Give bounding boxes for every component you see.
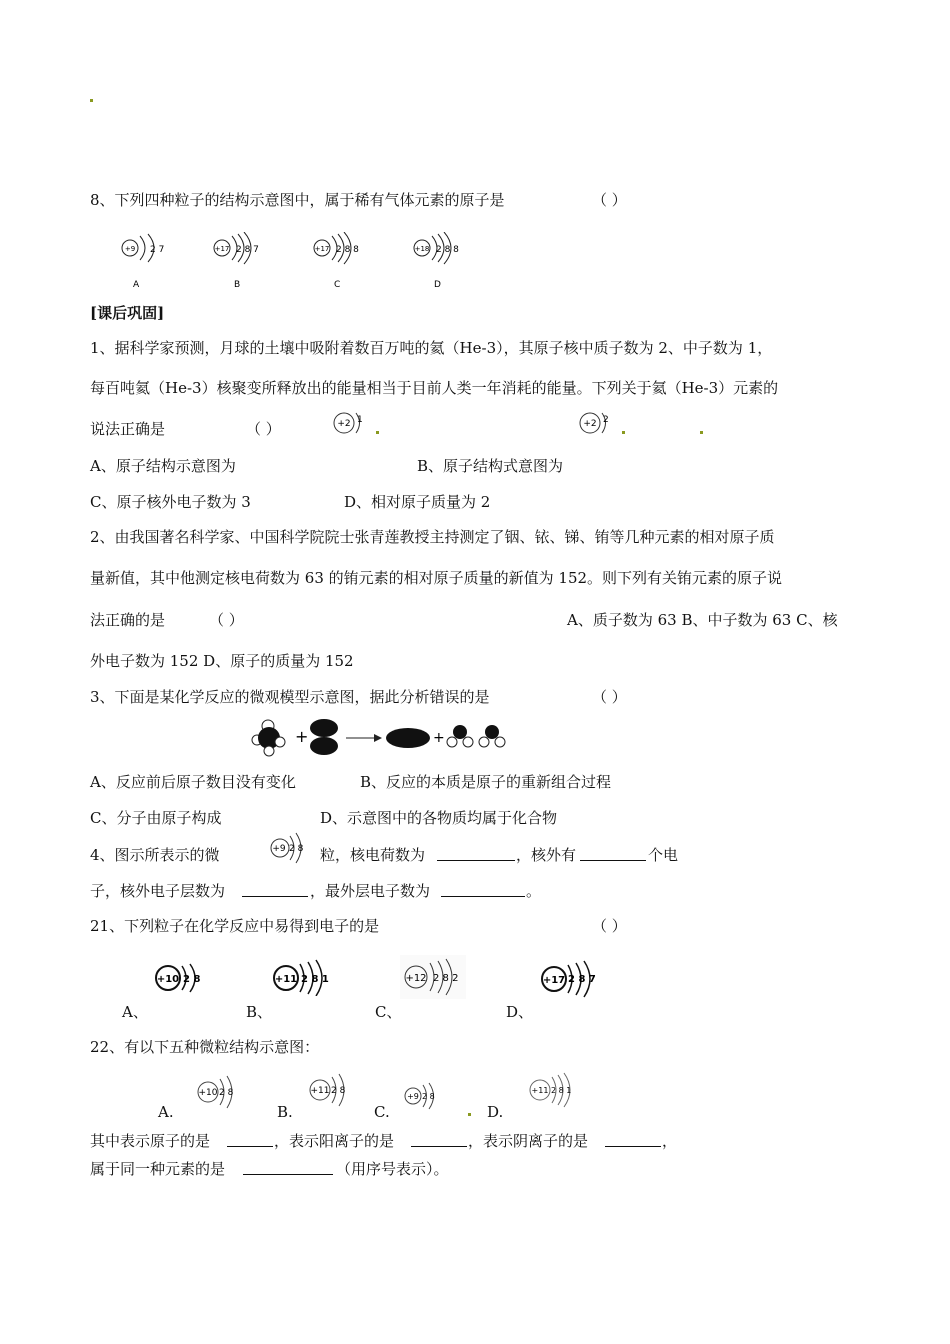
svg-text:2 8: 2 8 (289, 844, 304, 854)
q2-line3: 法正确的是 (90, 611, 166, 629)
svg-text:2 8: 2 8 (219, 1088, 234, 1098)
q22-question: 22、有以下五种微粒结构示意图： (90, 1038, 320, 1056)
stray-dot (622, 431, 625, 434)
q4-part3: ，核外有 (516, 846, 577, 864)
atom-diagram-q21-b (270, 958, 336, 1000)
atom-diagram-q21-a (152, 960, 212, 1000)
svg-text:2 8 1: 2 8 1 (551, 1086, 572, 1095)
svg-text:2 8: 2 8 (422, 1092, 435, 1101)
q4-blank-layers[interactable] (242, 882, 308, 897)
q1-line1: 1、据科学家预测，月球的土壤中吸附着数百万吨的氦（He-3），其原子核中质子数为 2、中子数为 1， (90, 339, 773, 357)
q21-label-a: A、 (122, 1003, 148, 1021)
q22-line1d: ， (662, 1132, 678, 1150)
svg-text:+11: +11 (310, 1086, 330, 1096)
atom-diagram-a (118, 232, 178, 296)
atom-diagram-q21-d (538, 960, 604, 1002)
q3-question: 3、下面是某化学反应的微观模型示意图，据此分析错误的是 (90, 688, 490, 706)
q21-label-d: D、 (506, 1003, 534, 1021)
q4-part2: 粒，核电荷数为 (320, 846, 426, 864)
svg-text:+2: +2 (583, 419, 597, 429)
svg-text:1: 1 (357, 415, 363, 425)
q21-label-c: C、 (375, 1003, 402, 1021)
q22-line1b: ，表示阳离子的是 (274, 1132, 395, 1150)
stray-dot (468, 1113, 471, 1116)
reaction-diagram (250, 714, 520, 762)
svg-text:+11: +11 (531, 1086, 549, 1095)
q22-blank-anions[interactable] (605, 1132, 661, 1147)
atom-diagram-he-1 (332, 410, 368, 440)
svg-text:+9: +9 (407, 1092, 419, 1101)
svg-text:C: C (334, 280, 341, 290)
section-title: [课后巩固] (90, 304, 165, 322)
svg-text:2 8 2: 2 8 2 (433, 973, 459, 984)
q4-blank-electrons[interactable] (580, 846, 646, 861)
svg-text:B: B (234, 280, 241, 290)
q2-line1: 2、由我国著名科学家、中国科学院院士张青莲教授主持测定了铟、铱、锑、铕等几种元素的相对原子质 (90, 528, 775, 546)
svg-text:2 8 1: 2 8 1 (301, 974, 329, 985)
atom-diagram-q22-a (194, 1072, 242, 1116)
q22-line1c: ，表示阴离子的是 (468, 1132, 589, 1150)
q2-line2: 量新值，其中他测定核电荷数为 63 的铕元素的相对原子质量的新值为 152。则下列有关铕元素的原子说 (90, 569, 783, 587)
q3-option-b: B、反应的本质是原子的重新组合过程 (360, 773, 612, 791)
atom-diagram-c (310, 232, 370, 296)
svg-text:2 8: 2 8 (183, 974, 201, 985)
q4-blank-charge[interactable] (437, 846, 515, 861)
stray-dot (90, 99, 93, 102)
svg-text:+10: +10 (156, 974, 180, 985)
svg-text:2 8 7: 2 8 7 (568, 974, 596, 985)
q2-answer-paren: （ ） (209, 611, 244, 629)
atom-diagram-q22-d (526, 1072, 574, 1116)
q1-option-a: A、原子结构示意图为 (90, 457, 236, 475)
q1-option-c: C、原子核外电子数为 3 (90, 493, 251, 511)
svg-text:2 8 8: 2 8 8 (436, 245, 459, 255)
stray-dot (376, 431, 379, 434)
q22-blank-cations[interactable] (411, 1132, 467, 1147)
svg-text:2 7: 2 7 (150, 245, 165, 255)
q1-line2: 每百吨氦（He-3）核聚变所释放出的能量相当于目前人类一年消耗的能量。下列关于氦（He-3）元素的 (90, 379, 779, 397)
svg-text:+9: +9 (272, 844, 286, 854)
stray-dot (700, 431, 703, 434)
q3-answer-paren: （ ） (592, 688, 627, 706)
q22-blank-atoms[interactable] (227, 1132, 273, 1147)
q3-option-d: D、示意图中的各物质均属于化合物 (320, 809, 558, 827)
q1-answer-paren: （ ） (246, 420, 281, 438)
q1-option-b: B、原子结构式意图为 (417, 457, 564, 475)
q4-line2a: 子，核外电子层数为 (90, 882, 226, 900)
atom-diagram-q22-c (402, 1080, 442, 1116)
atom-diagram-q21-c (400, 955, 466, 1003)
svg-text:D: D (434, 280, 441, 290)
atom-diagram-d (410, 232, 470, 296)
q22-label-b: B. (277, 1103, 293, 1121)
svg-text:+9: +9 (124, 245, 136, 253)
q22-line2b: （用序号表示）。 (336, 1160, 449, 1178)
svg-text:A: A (133, 280, 140, 290)
svg-text:2 8: 2 8 (331, 1086, 346, 1096)
q8-answer-paren: （ ） (592, 191, 627, 209)
q1-line3: 说法正确是 (90, 420, 166, 438)
q22-line2a: 属于同一种元素的是 (90, 1160, 226, 1178)
svg-text:+18: +18 (414, 245, 430, 253)
atom-diagram-he-2 (578, 410, 614, 440)
q4-line2b: ，最外层电子数为 (310, 882, 431, 900)
q4-part1: 4、图示所表示的微 (90, 846, 220, 864)
svg-text:+2: +2 (337, 419, 351, 429)
q22-label-d: D. (487, 1103, 504, 1121)
q22-line1a: 其中表示原子的是 (90, 1132, 211, 1150)
q21-question: 21、下列粒子在化学反应中易得到电子的是 (90, 917, 380, 935)
q3-option-c: C、分子由原子构成 (90, 809, 222, 827)
svg-text:+10: +10 (198, 1088, 218, 1098)
svg-text:2 8 7: 2 8 7 (236, 245, 259, 255)
q22-blank-same-element[interactable] (243, 1160, 333, 1175)
q22-label-a: A. (158, 1103, 174, 1121)
atom-diagram-q22-b (306, 1070, 354, 1114)
q1-option-d: D、相对原子质量为 2 (344, 493, 491, 511)
svg-text:+17: +17 (314, 245, 330, 253)
q4-line2c: 。 (526, 882, 542, 900)
svg-text:+: + (295, 727, 309, 746)
svg-text:+17: +17 (542, 975, 566, 986)
svg-text:+: + (433, 730, 445, 746)
atom-diagram-b (210, 232, 270, 296)
q2-options: A、质子数为 63 B、中子数为 63 C、核 (567, 611, 838, 629)
svg-text:+17: +17 (214, 245, 230, 253)
q2-line4: 外电子数为 152 D、原子的质量为 152 (90, 652, 354, 670)
q4-part4: 个电 (648, 846, 679, 864)
q4-blank-outer[interactable] (441, 882, 525, 897)
q22-label-c: C. (374, 1103, 390, 1121)
q21-answer-paren: （ ） (592, 917, 627, 935)
atom-diagram-q4 (268, 830, 312, 870)
svg-text:+11: +11 (274, 974, 298, 985)
q8-question: 8、下列四种粒子的结构示意图中，属于稀有气体元素的原子是 (90, 191, 505, 209)
svg-text:2: 2 (603, 415, 609, 425)
svg-text:+12: +12 (405, 973, 427, 984)
svg-text:2 8 8: 2 8 8 (336, 245, 359, 255)
q21-label-b: B、 (246, 1003, 273, 1021)
q3-option-a: A、反应前后原子数目没有变化 (90, 773, 296, 791)
